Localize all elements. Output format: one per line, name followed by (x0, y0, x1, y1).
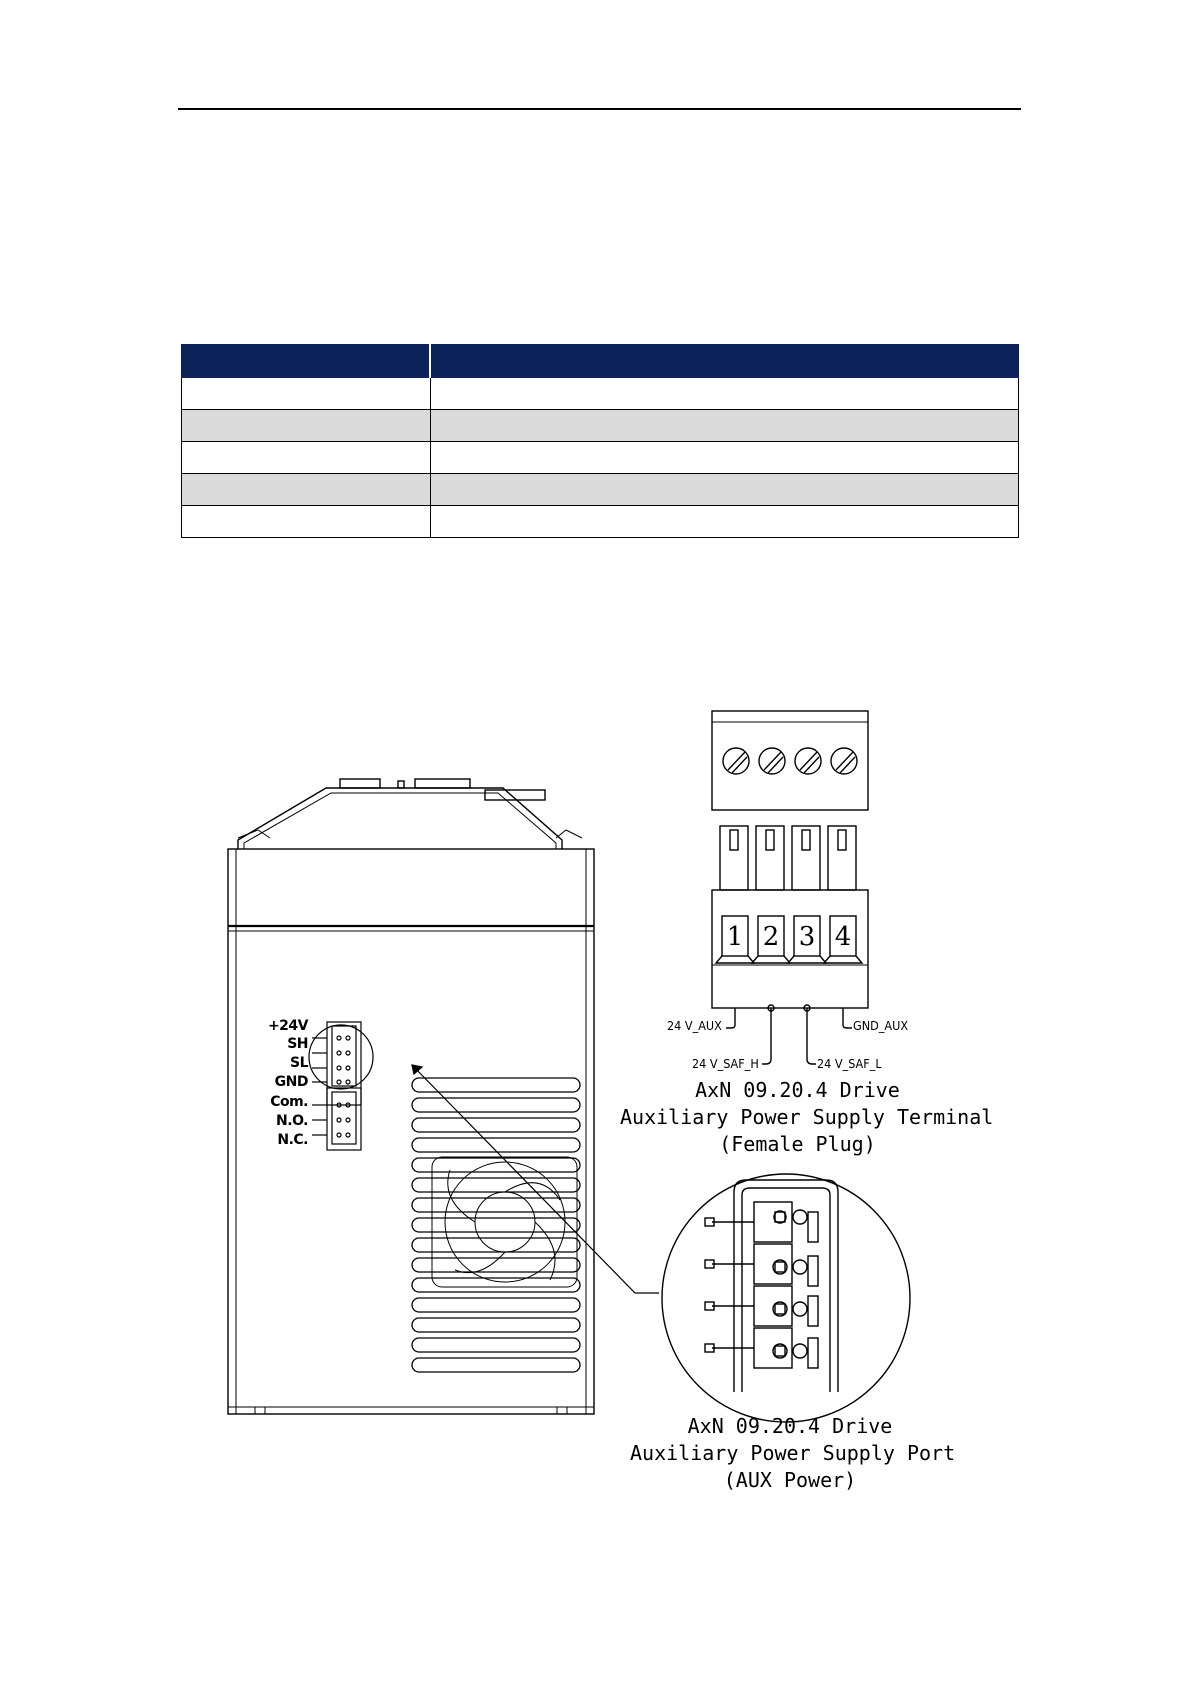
side-label-com: Com. (270, 1094, 308, 1110)
table-row (182, 378, 1019, 410)
pin-label-24v-saf-h: 24 V_SAF_H (692, 1056, 759, 1071)
fan (432, 1157, 577, 1287)
table-header-cell (430, 345, 1019, 378)
table-row (182, 410, 1019, 442)
pin-number: 4 (834, 922, 852, 952)
header-rule (178, 108, 1021, 110)
port-caption-line1: AxN 09.20.4 Drive (687, 1414, 893, 1438)
table-row (182, 474, 1019, 506)
terminal-caption-line3: (Female Plug) (719, 1132, 876, 1156)
drawing (0, 690, 1191, 1510)
side-label-nc: N.C. (277, 1132, 308, 1148)
table-row (182, 442, 1019, 474)
pin-number: 2 (762, 922, 780, 952)
table-cell (182, 442, 431, 474)
table-cell (182, 410, 431, 442)
pin-number: 1 (726, 922, 744, 952)
table-cell (430, 474, 1019, 506)
side-label-gnd: GND (274, 1074, 308, 1090)
terminal-caption-line1: AxN 09.20.4 Drive (695, 1078, 900, 1102)
table-cell (430, 506, 1019, 538)
port-caption (630, 1413, 956, 1494)
side-label-24v: +24V (267, 1018, 308, 1034)
table-row (182, 506, 1019, 538)
port-caption-line3: (AUX Power) (723, 1468, 857, 1492)
table-cell (430, 378, 1019, 410)
pin-label-24v-saf-l: 24 V_SAF_L (817, 1056, 882, 1071)
side-label-no: N.O. (276, 1113, 308, 1129)
vent-slots (412, 1078, 580, 1372)
table-cell (182, 378, 431, 410)
table-header-row (182, 345, 1019, 378)
terminal-plug (712, 711, 868, 1064)
side-label-sl: SL (289, 1055, 308, 1071)
table-header-cell (182, 345, 431, 378)
side-connector (309, 1022, 373, 1150)
table-cell (430, 442, 1019, 474)
side-label-sh: SH (287, 1036, 308, 1052)
pin-label-gnd-aux: GND_AUX (853, 1018, 909, 1033)
terminal-caption-line2: Auxiliary Power Supply Terminal (620, 1105, 994, 1129)
port-caption-line2: Auxiliary Power Supply Port (630, 1441, 956, 1465)
port-detail (662, 1174, 910, 1422)
table-cell (182, 506, 431, 538)
pin-number: 3 (798, 922, 816, 952)
terminal-caption (620, 1077, 994, 1158)
pin-label-24v-aux: 24 V_AUX (667, 1018, 722, 1033)
table-cell (430, 410, 1019, 442)
spec-table (181, 344, 1019, 538)
table-cell (182, 474, 431, 506)
